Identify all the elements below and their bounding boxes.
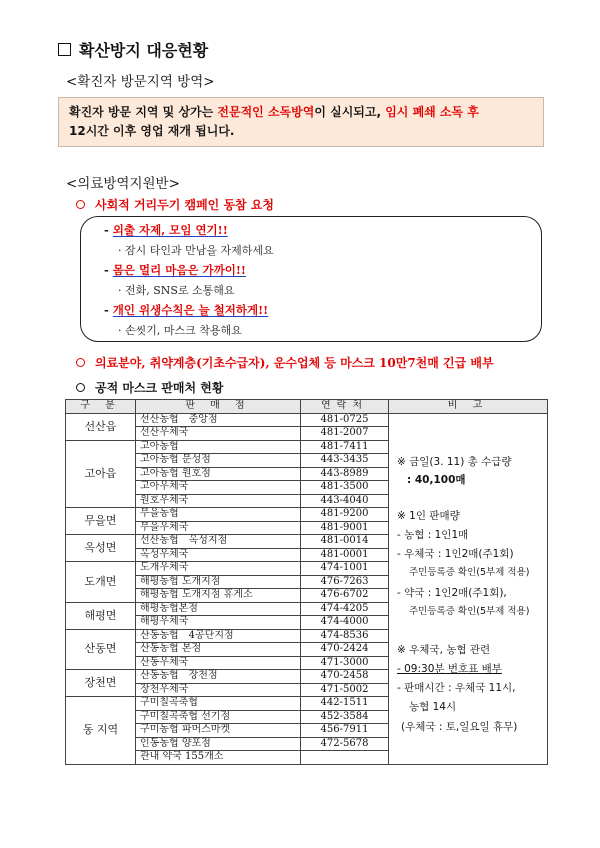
vendor-cell: 구미칠곡축협 [136, 697, 301, 711]
circle-bullet-icon [76, 358, 85, 367]
notice-part3: 이 실시되고, [314, 105, 386, 119]
campaign-item-2: - 몸은 멀리 마음은 가까이!! [104, 263, 246, 277]
phone-cell: 474-4000 [301, 616, 389, 630]
section-heading-medical: <의료방역지원반> [66, 176, 180, 192]
region-cell: 선산읍 [66, 413, 136, 440]
vendor-cell: 산동농협 장천점 [136, 670, 301, 684]
header-division: 구 분 [66, 400, 136, 414]
note-nh-limit: - 농협 : 1인1매 [397, 528, 469, 541]
mask-distribution-text: 의료분야, 취약계층(기초수급자), 운수업체 등 마스크 10만7천매 긴급 배부 [95, 356, 494, 370]
campaign-item-3: - 개인 위생수칙은 늘 철저하게!! [104, 303, 269, 317]
note-hours2: 농협 14시 [409, 700, 457, 713]
campaign-line [76, 196, 274, 213]
region-cell: 옥성면 [66, 535, 136, 562]
phone-cell: 443-8989 [301, 467, 389, 481]
phone-cell: 456-7911 [301, 724, 389, 738]
vendor-cell: 해평우체국 [136, 616, 301, 630]
remarks-cell [389, 413, 548, 764]
region-cell: 동 지역 [66, 697, 136, 765]
notice-line2: 12시간 이후 영업 재개 됩니다. [69, 124, 235, 138]
notice-part1: 확진자 방문 지역 및 상가는 [69, 105, 218, 119]
note-hours: - 판매시간 : 우체국 11시, [397, 681, 516, 694]
phone-cell: 476-7263 [301, 575, 389, 589]
vendor-cell: 고아농협 문성점 [136, 454, 301, 468]
note-supply-label: ※ 금일(3. 11) 총 수급량 [397, 455, 512, 468]
campaign-item-1: - 외출 자제, 모임 연기!! [104, 223, 228, 237]
circle-bullet-icon [76, 383, 85, 392]
note-limit-label: ※ 1인 판매량 [397, 509, 460, 522]
page-title [58, 38, 208, 61]
header-remarks: 비 고 [389, 400, 548, 414]
phone-cell: 472-5678 [301, 737, 389, 751]
campaign-text: 사회적 거리두기 캠페인 동참 요청 [95, 198, 275, 212]
phone-cell: 481-0001 [301, 548, 389, 562]
phone-cell: 474-8536 [301, 629, 389, 643]
table-header-row [66, 400, 548, 414]
phone-cell: 471-5002 [301, 683, 389, 697]
circle-bullet-icon [76, 200, 85, 209]
region-cell: 해평면 [66, 602, 136, 629]
vendor-cell: 고아농협 [136, 440, 301, 454]
vendor-cell: 원호우체국 [136, 494, 301, 508]
phone-cell: 470-2424 [301, 643, 389, 657]
region-cell: 장천면 [66, 670, 136, 697]
table-row [66, 413, 548, 427]
vendor-cell: 구미농협 파머스마켓 [136, 724, 301, 738]
phone-cell: 476-6702 [301, 589, 389, 603]
phone-cell: 474-4205 [301, 602, 389, 616]
region-cell: 산동면 [66, 629, 136, 670]
mask-vendor-table [65, 399, 548, 765]
vendor-cell: 선산농협 중앙점 [136, 413, 301, 427]
vendor-cell: 옥성우체국 [136, 548, 301, 562]
region-cell: 고아읍 [66, 440, 136, 508]
disinfection-notice [58, 97, 544, 147]
vendor-cell: 고아우체국 [136, 481, 301, 495]
phone-cell: 481-0014 [301, 535, 389, 549]
notice-part4: 임시 폐쇄 소독 후 [385, 105, 479, 119]
note-pharmacy-id: 주민등록증 확인(5부제 적용) [409, 605, 530, 617]
vendor-cell: 산동우체국 [136, 656, 301, 670]
note-closed: (우체국 : 토,일요일 휴무) [401, 720, 518, 733]
phone-cell: 443-3435 [301, 454, 389, 468]
mask-distribution-line [76, 354, 494, 371]
vendor-cell: 구미칠곡축협 선기점 [136, 710, 301, 724]
phone-cell: 443-4040 [301, 494, 389, 508]
region-cell: 무을면 [66, 508, 136, 535]
vendor-cell: 해평농협 도개지점 [136, 575, 301, 589]
vendor-cell: 해평농협 도개지점 휴게소 [136, 589, 301, 603]
note-post-id: 주민등록증 확인(5부제 적용) [409, 566, 530, 578]
phone-cell: 471-3000 [301, 656, 389, 670]
phone-cell: 481-7411 [301, 440, 389, 454]
header-vendor: 판 매 점 [136, 400, 301, 414]
campaign-item-2-sub: · 전화, SNS로 소통해요 [118, 284, 235, 297]
phone-cell: 474-1001 [301, 562, 389, 576]
vendor-cell: 고아농협 원호점 [136, 467, 301, 481]
note-post-limit: - 우체국 : 1인2매(주1회) [397, 547, 514, 560]
phone-cell: 481-2007 [301, 427, 389, 441]
campaign-item-1-sub: · 잠시 타인과 만남을 자제하세요 [118, 244, 274, 257]
notice-part2: 전문적인 소독방역 [217, 105, 315, 119]
phone-cell: 470-2458 [301, 670, 389, 684]
vendor-cell: 해평농협본점 [136, 602, 301, 616]
note-ticket: - 09:30분 번호표 배부 [397, 662, 502, 675]
vendor-cell: 산동농협 4공단지점 [136, 629, 301, 643]
header-contact: 연락처 [301, 400, 389, 414]
phone-cell: 481-9001 [301, 521, 389, 535]
vendor-cell: 선산우체국 [136, 427, 301, 441]
vendor-cell: 무을농협 [136, 508, 301, 522]
vendor-cell: 장천우체국 [136, 683, 301, 697]
phone-cell: 481-0725 [301, 413, 389, 427]
vendor-cell: 관내 약국 155개소 [136, 751, 301, 765]
region-cell: 도개면 [66, 562, 136, 603]
note-post-nh-label: ※ 우체국, 농협 관련 [397, 643, 491, 656]
phone-cell: 481-9200 [301, 508, 389, 522]
phone-cell: 442-1511 [301, 697, 389, 711]
phone-cell: 481-3500 [301, 481, 389, 495]
checkbox-square-icon [58, 43, 71, 56]
vendor-cell: 선산농협 옥성지점 [136, 535, 301, 549]
note-pharmacy-limit: - 약국 : 1인2매(주1회), [397, 586, 507, 599]
vendor-cell: 도개우체국 [136, 562, 301, 576]
vendor-cell: 산동농협 본점 [136, 643, 301, 657]
vendors-heading-line [76, 379, 223, 396]
vendors-heading-text: 공적 마스크 판매처 현황 [95, 381, 224, 395]
vendor-cell: 무을우체국 [136, 521, 301, 535]
section-heading-visited-areas: <확진자 방문지역 방역> [66, 74, 215, 90]
phone-cell [301, 751, 389, 765]
phone-cell: 452-3584 [301, 710, 389, 724]
note-supply-value: : 40,100매 [407, 473, 466, 486]
page-title-text: 확산방지 대응현황 [79, 41, 209, 60]
vendor-cell: 인동농협 양포점 [136, 737, 301, 751]
campaign-item-3-sub: · 손씻기, 마스크 착용해요 [118, 324, 242, 337]
